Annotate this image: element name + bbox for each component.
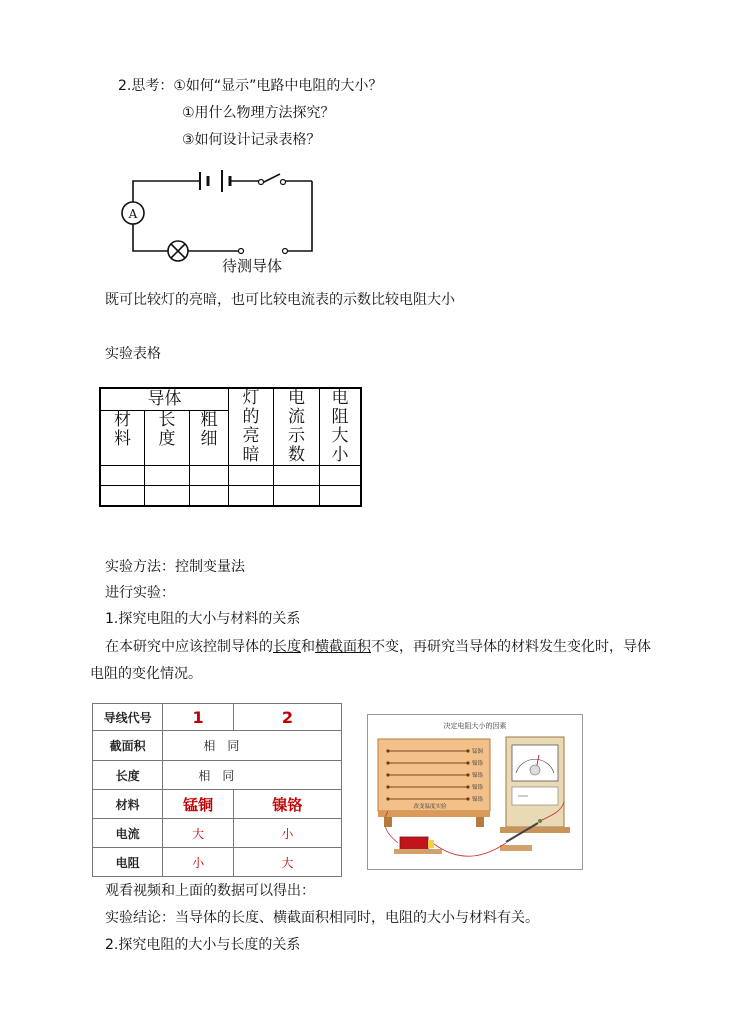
sub-header-length-text: 长度 — [158, 409, 176, 449]
wire-label: 镍铬 — [472, 761, 484, 767]
experiment-illustration — [367, 714, 583, 870]
question-line-3: ③如何设计记录表格？ — [182, 132, 321, 148]
header-resistance — [320, 388, 362, 466]
header-wire-code: 导线代号 — [93, 704, 163, 731]
group-header-conductor: 导体 — [100, 388, 229, 410]
step1-pre: 在本研究中应该控制导体的 — [105, 639, 273, 655]
current-wire-1: 大 — [163, 819, 234, 848]
step1-line2: 电阻的变化情况。 — [90, 666, 202, 682]
ammeter-label: A — [128, 207, 138, 221]
table-row — [93, 819, 342, 848]
header-current-reading — [274, 388, 320, 466]
method-text: 实验方法：控制变量法 — [105, 559, 245, 575]
header-wire-2: 2 — [233, 704, 341, 731]
material-data-table — [92, 703, 342, 877]
step2-title: 2.探究电阻的大小与长度的关系 — [105, 937, 301, 953]
experiment-svg — [368, 715, 582, 869]
step1-post: 不变，再研究当导体的材料发生变化时，导体 — [371, 639, 651, 655]
table-row — [100, 466, 361, 486]
header-lamp-brightness-text: 灯的亮暗 — [242, 388, 260, 465]
header-wire-1: 1 — [163, 704, 234, 731]
figure-title: 决定电阻大小的因素 — [443, 722, 507, 730]
step1-underline-length: 长度 — [273, 639, 301, 655]
table-cell — [274, 466, 320, 486]
wire-label: 镍铬 — [472, 785, 484, 791]
question-line-1: 2.思考：①如何“显示”电路中电阻的大小？ — [118, 78, 383, 94]
header-current-reading-text: 电流示数 — [288, 388, 305, 465]
table-row — [93, 790, 342, 819]
table-cell — [274, 486, 320, 506]
circuit-diagram — [112, 165, 327, 277]
length-same: 相 同 — [163, 761, 342, 790]
step1-mid: 和 — [301, 639, 315, 655]
table-cell — [190, 466, 229, 486]
table-row — [100, 486, 361, 506]
material-wire-2: 镍铬 — [233, 790, 341, 819]
conclusion-text: 实验结论：当导体的长度、横截面积相同时，电阻的大小与材料有关。 — [105, 910, 539, 926]
table-row — [93, 731, 342, 761]
table-cell — [229, 486, 274, 506]
step1-title: 1.探究电阻的大小与材料的关系 — [105, 611, 301, 627]
row-label-resistance: 电阻 — [93, 848, 163, 877]
row-label-material: 材料 — [93, 790, 163, 819]
resistance-wire-1: 小 — [163, 848, 234, 877]
wire-label: 镍铬 — [472, 797, 484, 803]
record-table — [99, 387, 362, 507]
conductor-label: 待测导体 — [222, 257, 283, 275]
sub-header-thickness — [190, 410, 229, 465]
material-wire-1: 锰铜 — [163, 790, 234, 819]
row-label-length: 长度 — [93, 761, 163, 790]
table-cell — [145, 466, 190, 486]
table-row — [93, 848, 342, 877]
header-lamp-brightness — [229, 388, 274, 466]
sub-header-length — [145, 410, 190, 465]
current-wire-2: 小 — [233, 819, 341, 848]
sub-header-material — [100, 410, 145, 465]
table-title: 实验表格 — [105, 346, 161, 362]
table-cell — [145, 486, 190, 506]
wire-label: 镍铬 — [472, 773, 484, 779]
wire-label: 锰铜 — [472, 749, 484, 755]
table-row — [93, 761, 342, 790]
board-caption: 改变温度实验 — [413, 804, 447, 810]
table-cell — [100, 486, 145, 506]
row-label-cross-section: 截面积 — [93, 731, 163, 761]
table-cell — [190, 486, 229, 506]
resistance-wire-2: 大 — [233, 848, 341, 877]
watch-text: 观看视频和上面的数据可以得出： — [105, 883, 315, 899]
circuit-svg — [112, 165, 327, 277]
step1-paragraph — [105, 638, 651, 656]
table-cell — [320, 466, 362, 486]
sub-header-thickness-text: 粗细 — [200, 409, 218, 449]
step1-underline-area: 横截面积 — [315, 639, 371, 655]
header-resistance-text: 电阻大小 — [331, 388, 349, 465]
question-line-2: ①用什么物理方法探究？ — [182, 105, 335, 121]
proceed-text: 进行实验： — [105, 585, 175, 601]
table-cell — [100, 466, 145, 486]
row-label-current: 电流 — [93, 819, 163, 848]
table-cell — [229, 466, 274, 486]
cross-section-same: 相 同 — [163, 731, 342, 761]
sub-header-material-text: 材料 — [114, 409, 131, 449]
compare-text: 既可比较灯的亮暗，也可比较电流表的示数比较电阻大小 — [105, 292, 455, 308]
table-cell — [320, 486, 362, 506]
